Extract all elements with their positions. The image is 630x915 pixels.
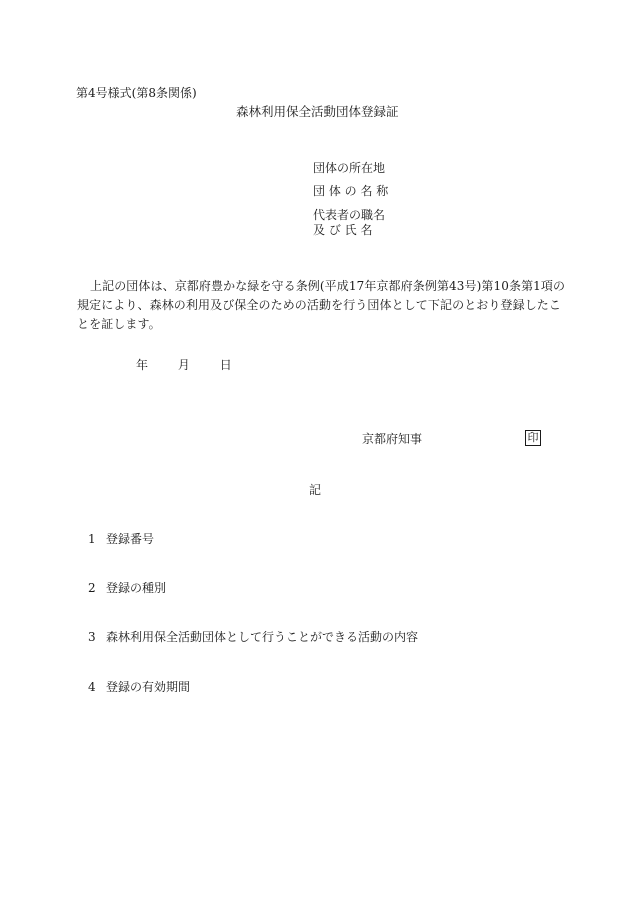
record-heading: 記 (309, 483, 322, 497)
body-line: 規定により、森林の利用及び保全のための活動を行う団体として下記のとおり登録したこ (77, 298, 562, 312)
form-number: 第4号様式(第8条関係) (76, 86, 197, 100)
body-paragraph (77, 277, 566, 334)
item-label: 森林利用保全活動団体として行うことができる活動の内容 (106, 630, 419, 644)
item-number: 1 (88, 532, 96, 546)
field-label-representative-name: 及 び 氏 名 (313, 223, 373, 237)
body-line: 上記の団体は、京都府豊かな緑を守る条例(平成17年京都府条例第43号)第10条第1項の (90, 279, 566, 293)
date-day-label: 日 (219, 358, 232, 372)
seal-mark: 印 (525, 430, 541, 446)
date-year-label: 年 (136, 358, 149, 372)
list-item (88, 582, 166, 594)
body-line: とを証します。 (77, 317, 161, 331)
issuer-name: 京都府知事 (362, 432, 423, 446)
item-label: 登録の有効期間 (106, 680, 191, 694)
item-number: 2 (88, 581, 96, 595)
document-title: 森林利用保全活動団体登録証 (236, 104, 399, 119)
item-number: 3 (88, 630, 96, 644)
item-label: 登録番号 (106, 532, 155, 546)
field-label-name: 団 体 の 名 称 (313, 184, 389, 198)
item-label: 登録の種別 (106, 581, 167, 595)
list-item (88, 681, 190, 693)
item-number: 4 (88, 680, 96, 694)
list-item (88, 631, 418, 643)
field-label-location: 団体の所在地 (313, 161, 386, 175)
date-month-label: 月 (177, 358, 190, 372)
date-line (136, 359, 232, 371)
list-item (88, 533, 154, 545)
field-label-representative-title: 代表者の職名 (313, 208, 386, 222)
